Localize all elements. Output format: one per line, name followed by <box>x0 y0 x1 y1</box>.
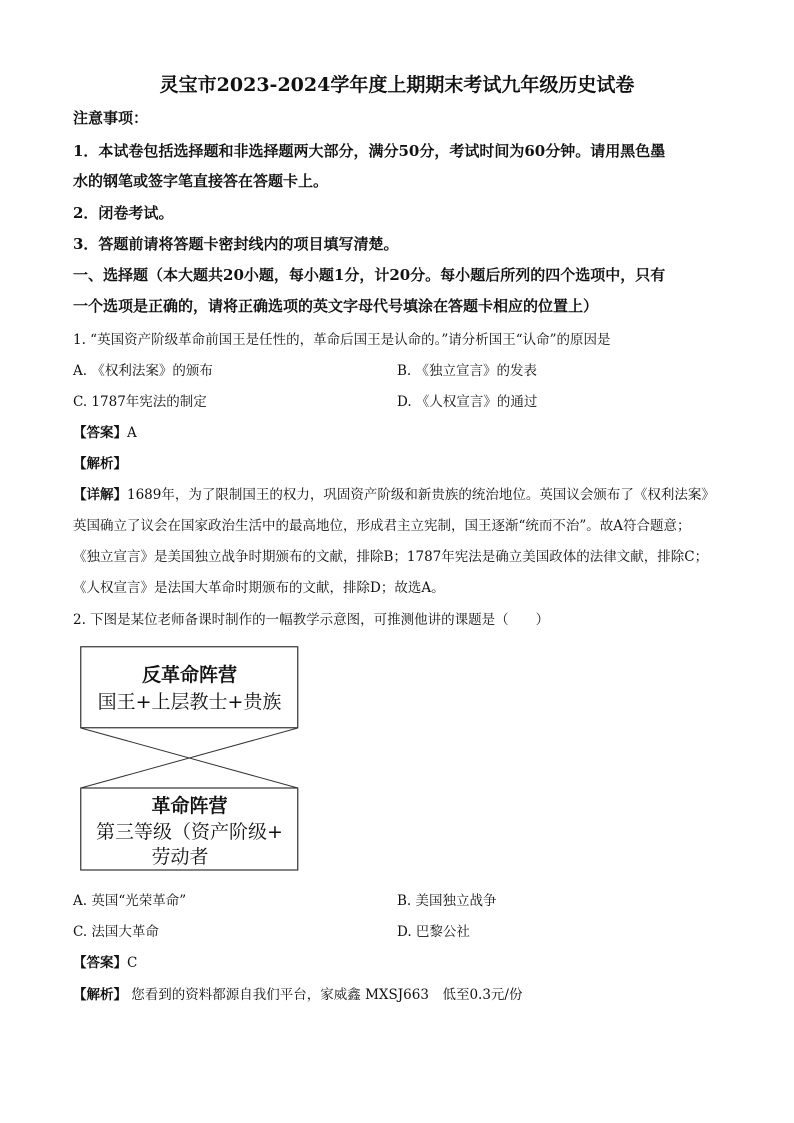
question-1-detail-line-2: 英国确立了议会在国家政治生活中的最高地位，形成君主立宪制，国王逐渐“统而不治”。故A符合题意； <box>73 518 691 534</box>
answer-label: 【答案】 <box>73 425 127 441</box>
notice-item-1-line-1: 1．本试卷包括选择题和非选择题两大部分，满分50分，考试时间为60分钟。请用黑色墨 <box>73 142 666 160</box>
question-1-detail-line-3: 《独立宣言》是美国独立战争时期颁布的文献，排除B；1787年宪法是确立美国政体的法律文献，排除C； <box>73 549 709 565</box>
question-1-detail-line-4: 《人权宣言》是法国大革命时期颁布的文献，排除D；故选A。 <box>73 580 445 596</box>
detail-label: 【详解】 <box>73 487 127 503</box>
notice-heading: 注意事项： <box>73 109 149 127</box>
exam-title: 灵宝市2023-2024学年度上期期末考试九年级历史试卷 <box>159 74 635 96</box>
question-1-detail-line-1 <box>73 483 715 503</box>
question-2-analysis <box>73 983 522 1003</box>
question-2-option-c: C. 法国大革命 <box>73 924 159 940</box>
answer-label: 【答案】 <box>73 955 127 971</box>
question-2-stem: 2. 下图是某位老师备课时制作的一幅教学示意图，可推测他讲的课题是（ ） <box>73 612 550 628</box>
teaching-diagram <box>80 646 300 872</box>
revolution-title: 革命阵营 <box>151 795 228 817</box>
question-2-option-d: D. 巴黎公社 <box>397 924 470 940</box>
revolution-members-line-1: 第三等级（资产阶级+ <box>96 821 283 843</box>
section-1-heading-line-2: 一个选项是正确的，请将正确选项的英文字母代号填涂在答题卡相应的位置上） <box>73 297 599 315</box>
counter-revolution-title: 反革命阵营 <box>141 664 237 686</box>
question-1-option-d: D. 《人权宣言》的通过 <box>397 394 538 410</box>
answer-value: C <box>127 955 138 971</box>
question-1-option-c: C. 1787年宪法的制定 <box>73 394 207 410</box>
analysis-label: 【解析】 <box>73 987 127 1003</box>
question-1-option-b: B. 《独立宣言》的发表 <box>397 363 538 379</box>
notice-item-1-line-2: 水的钢笔或签字笔直接答在答题卡上。 <box>73 172 329 190</box>
question-1-answer <box>73 421 137 441</box>
analysis-label: 【解析】 <box>73 456 127 472</box>
revolution-members-line-2: 劳动者 <box>151 846 209 868</box>
question-1-analysis-label <box>73 452 127 472</box>
section-1-heading-line-1: 一、选择题（本大题共20小题，每小题1分，计20分。每小题后所列的四个选项中，只有 <box>73 266 666 284</box>
notice-item-2: 2．闭卷考试。 <box>73 204 174 222</box>
question-1-stem: 1. “英国资产阶级革命前国王是任性的，革命后国王是认命的。”请分析国王“认命”的原因是 <box>73 332 611 348</box>
question-2-answer <box>73 951 137 971</box>
question-2-option-b: B. 美国独立战争 <box>397 893 497 909</box>
question-1-option-a: A. 《权利法案》的颁布 <box>73 363 213 379</box>
notice-item-3: 3．答题前请将答题卡密封线内的项目填写清楚。 <box>73 235 399 253</box>
detail-text: 1689年，为了限制国王的权力，巩固资产阶级和新贵族的统治地位。英国议会颁布了《权利法案》 <box>127 487 715 503</box>
footer-note: 您看到的资料都源自我们平台，家威鑫 MXSJ663 低至0.3元/份 <box>131 987 523 1003</box>
question-2-option-a: A. 英国“光荣革命” <box>73 893 187 909</box>
counter-revolution-members: 国王+上层教士+贵族 <box>97 691 282 713</box>
answer-value: A <box>127 425 137 441</box>
